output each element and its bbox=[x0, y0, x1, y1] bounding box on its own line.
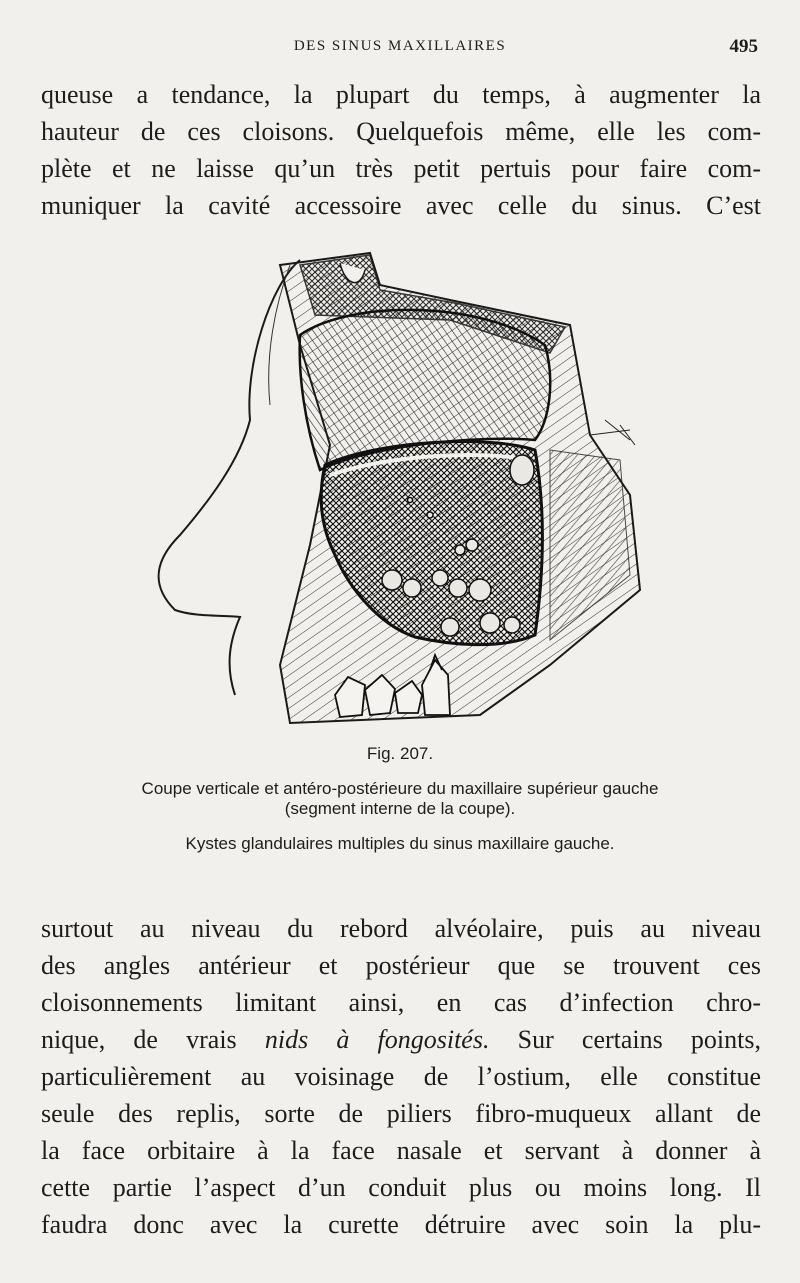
text-line: queuse a tendance, la plupart du temps, à augmenter la bbox=[41, 80, 761, 109]
text-line: faudra donc avec la curette détruire avec soin la plu- bbox=[41, 1210, 761, 1239]
text-line: surtout au niveau du rebord alvéolaire, puis au niveau bbox=[41, 914, 761, 943]
paragraph-bottom bbox=[41, 910, 761, 1243]
text-line: cette partie l’aspect d’un conduit plus ou moins long. Il bbox=[41, 1173, 761, 1202]
text-line-with-italic bbox=[41, 1021, 761, 1058]
text-line: la face orbitaire à la face nasale et servant à donner à bbox=[41, 1136, 761, 1165]
text-line: cloisonnements limitant ainsi, en cas d’infection chro- bbox=[41, 988, 761, 1017]
caption-line: Coupe verticale et antéro-postérieure du maxillaire supérieur gauche bbox=[141, 779, 659, 798]
figure-caption bbox=[0, 779, 800, 819]
caption-line: (segment interne de la coupe). bbox=[284, 799, 516, 818]
figure-label: Fig. 207. bbox=[366, 744, 434, 763]
italic-phrase: nids à fongosités. bbox=[264, 1025, 490, 1054]
paragraph-top bbox=[41, 76, 761, 224]
anatomical-illustration bbox=[150, 245, 650, 730]
running-head bbox=[0, 36, 800, 58]
text-line: seule des replis, sorte de piliers fibro-muqueux allant de bbox=[41, 1099, 761, 1128]
text-line: des angles antérieur et postérieur que se trouvent ces bbox=[41, 951, 761, 980]
text-line: hauteur de ces cloisons. Quelquefois même, elle les com- bbox=[41, 117, 761, 146]
text-line: plète et ne laisse qu’un très petit pertuis pour faire com- bbox=[41, 154, 761, 183]
figure-subcaption: Kystes glandulaires multiples du sinus maxillaire gauche. bbox=[185, 834, 615, 853]
text-segment: nique, de vrais bbox=[41, 1025, 265, 1054]
text-segment: Sur certains points, bbox=[489, 1025, 761, 1054]
running-title: DES SINUS MAXILLAIRES bbox=[293, 38, 507, 54]
page-number: 495 bbox=[729, 36, 758, 57]
text-line: muniquer la cavité accessoire avec celle du sinus. C’est bbox=[41, 191, 761, 220]
maxilla-section-drawing bbox=[150, 245, 650, 730]
text-line: particulièrement au voisinage de l’ostium, elle constitue bbox=[41, 1062, 761, 1091]
